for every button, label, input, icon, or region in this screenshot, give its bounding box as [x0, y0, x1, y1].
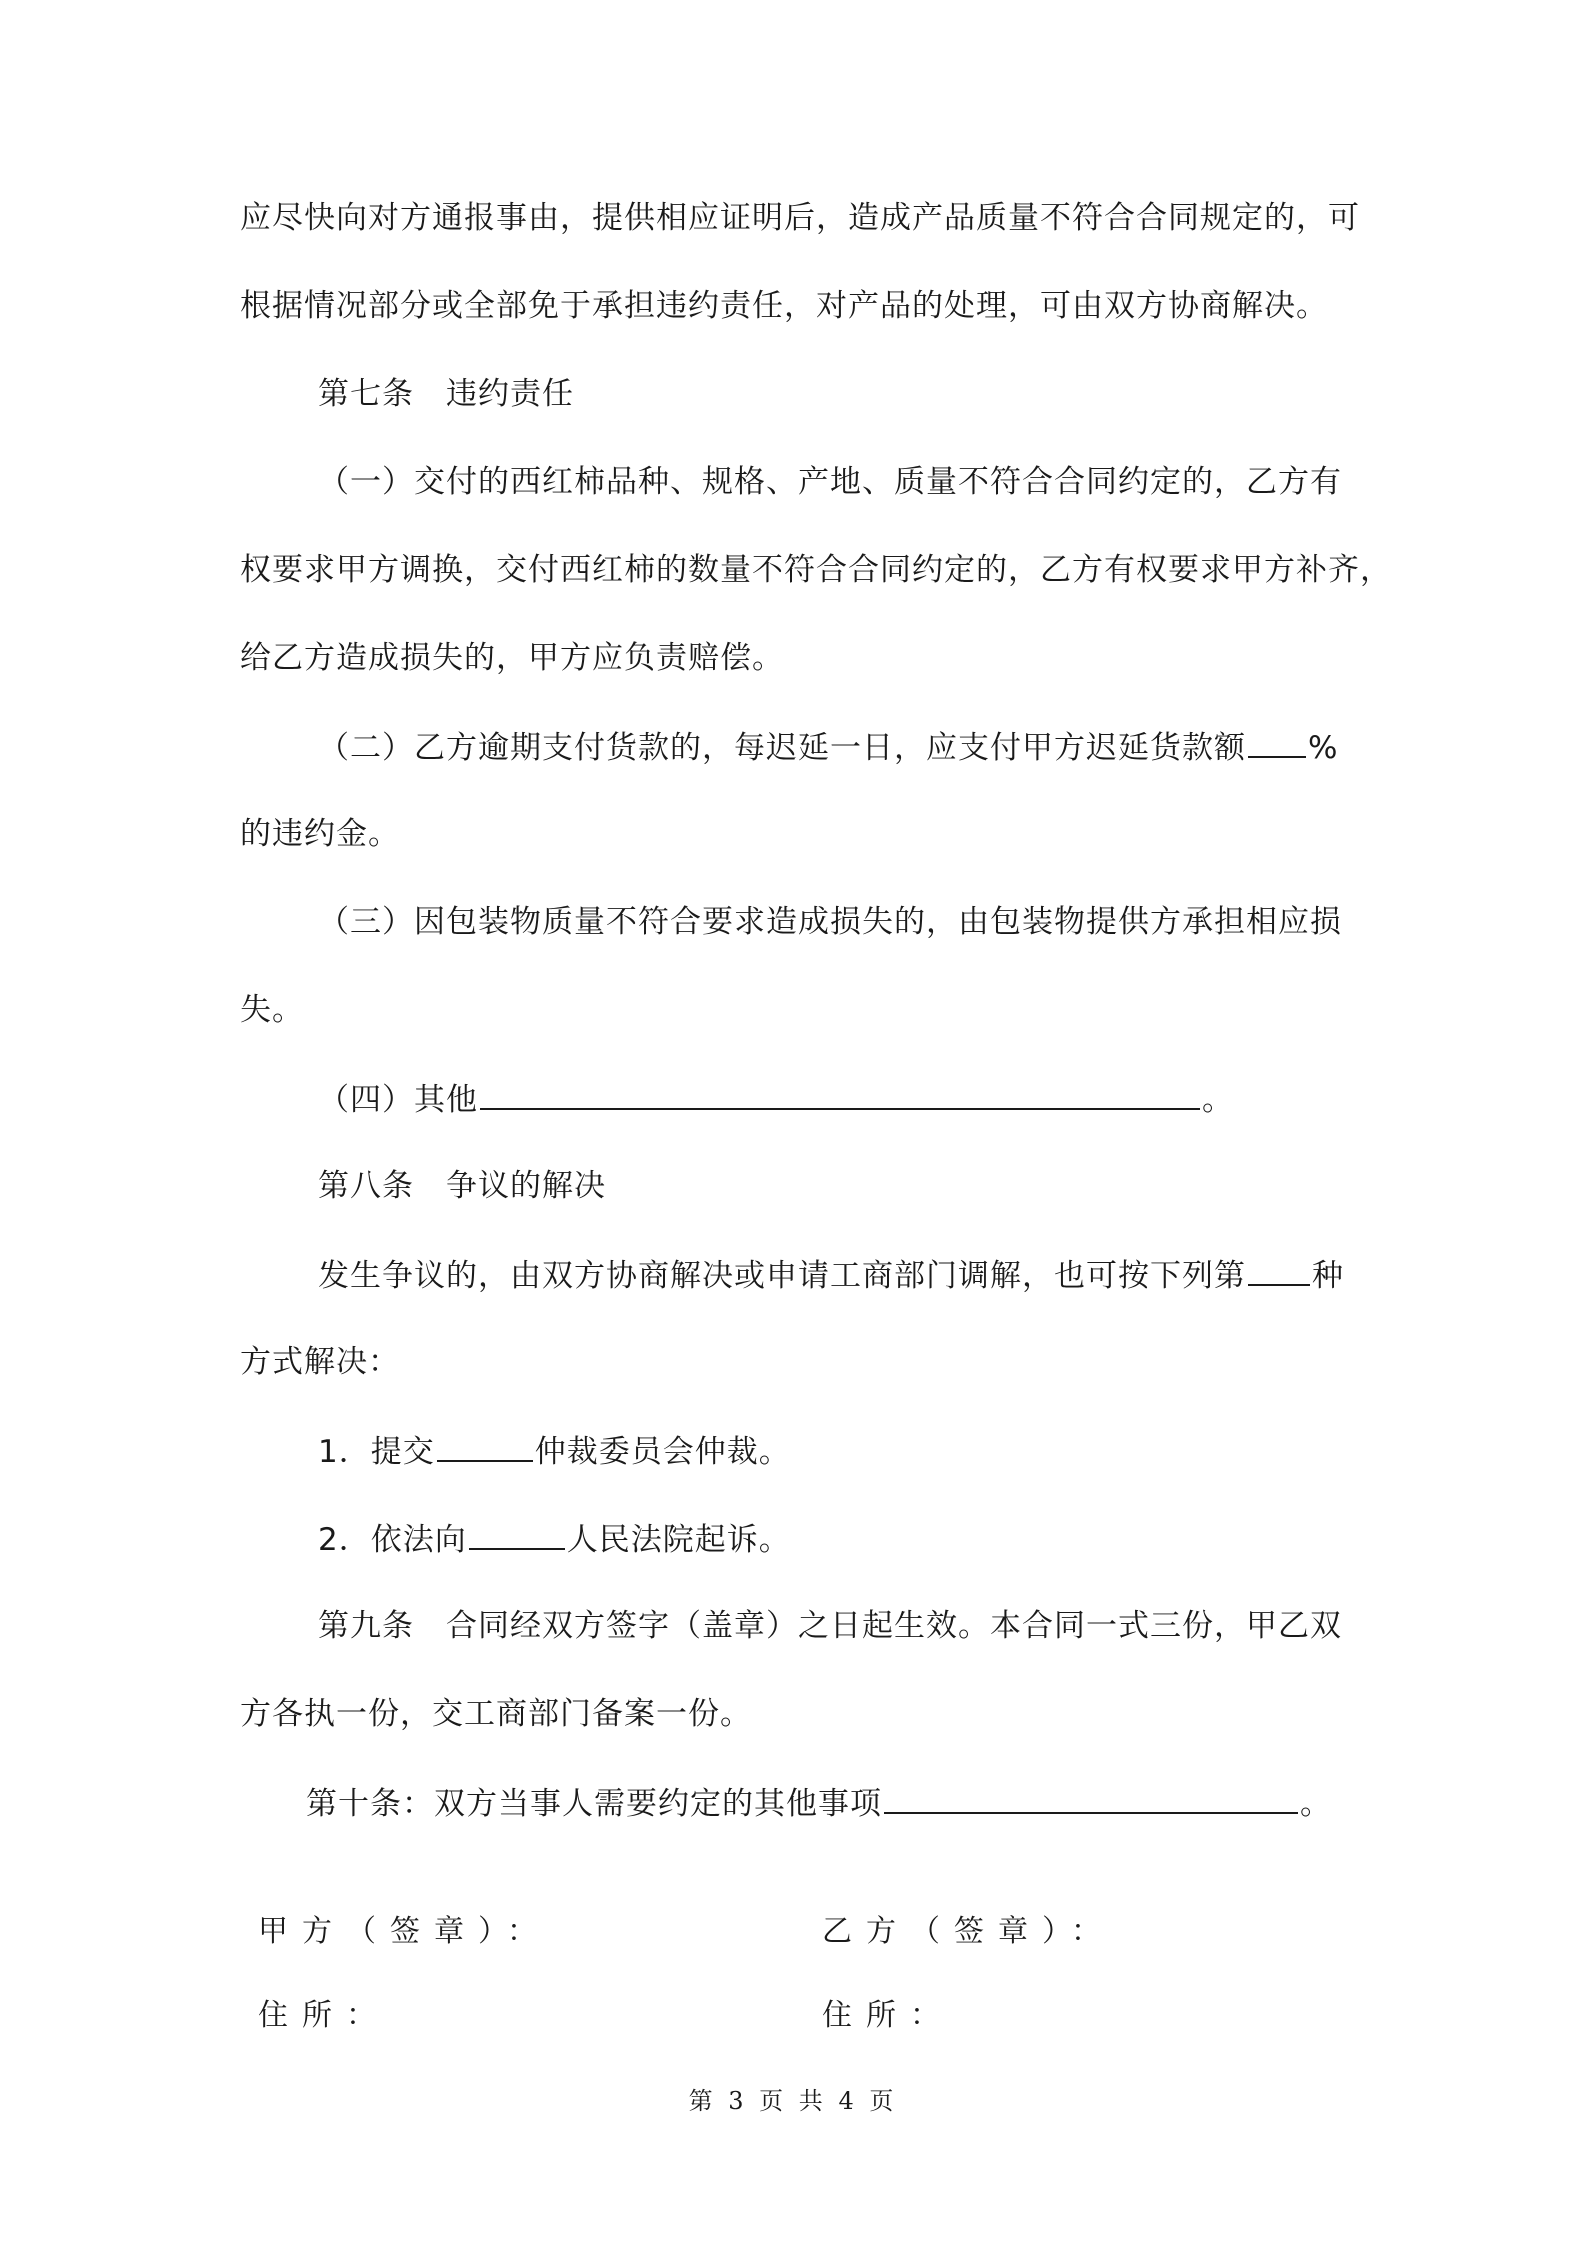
article-7-item-1-cont: 给乙方造成损失的，甲方应负责赔偿。 — [240, 640, 784, 676]
arbitration-committee-blank[interactable] — [437, 1428, 533, 1462]
article-8-text-post: 种 — [1312, 1258, 1344, 1294]
article-7-item-1-cont: 权要求甲方调换，交付西红柿的数量不符合合同约定的，乙方有权要求甲方补齐， — [240, 552, 1392, 588]
article-7-item-1: （一）交付的西红柿品种、规格、产地、质量不符合合同约定的，乙方有 — [318, 464, 1342, 500]
option-2-post: 人民法院起诉。 — [566, 1522, 791, 1558]
court-blank[interactable] — [469, 1516, 565, 1550]
other-terms-blank[interactable] — [480, 1076, 1200, 1110]
party-a-signature-label: 甲方（签章）： — [258, 1914, 551, 1949]
article-8-text — [318, 1252, 1344, 1298]
paragraph-line: 应尽快向对方通报事由，提供相应证明后，造成产品质量不符合合同规定的，可 — [240, 200, 1360, 236]
article-7-item-3: （三）因包装物质量不符合要求造成损失的，由包装物提供方承担相应损 — [318, 904, 1342, 940]
article-7-item-3-cont: 失。 — [240, 992, 304, 1028]
item-2-text: （二）乙方逾期支付货款的，每迟延一日，应支付甲方迟延货款额 — [318, 730, 1246, 766]
article-7-item-2 — [318, 724, 1338, 770]
option-1-post: 仲裁委员会仲裁。 — [534, 1434, 791, 1470]
article-8-heading: 第八条 争议的解决 — [318, 1168, 606, 1204]
penalty-rate-blank[interactable] — [1248, 724, 1306, 758]
item-4-text: （四）其他 — [318, 1082, 478, 1118]
article-7-heading: 第七条 违约责任 — [318, 376, 574, 412]
article-7-item-2-cont: 的违约金。 — [240, 816, 400, 852]
article-8-option-1 — [318, 1428, 791, 1474]
article-9: 第九条 合同经双方签字（盖章）之日起生效。本合同一式三份，甲乙双 — [318, 1608, 1342, 1644]
party-b-address-label: 住所： — [822, 1998, 954, 2033]
option-1-pre: 1．提交 — [318, 1434, 435, 1470]
percent-sign: % — [1308, 730, 1339, 766]
article-10 — [306, 1780, 1332, 1826]
article-10-text: 第十条：双方当事人需要约定的其他事项 — [306, 1786, 882, 1822]
page-number: 第 3 页 共 4 页 — [688, 2087, 898, 2115]
article-8-text-pre: 发生争议的，由双方协商解决或申请工商部门调解，也可按下列第 — [318, 1258, 1246, 1294]
option-2-pre: 2．依法向 — [318, 1522, 467, 1558]
paragraph-line: 根据情况部分或全部免于承担违约责任，对产品的处理，可由双方协商解决。 — [240, 288, 1328, 324]
other-matters-blank[interactable] — [884, 1780, 1298, 1814]
method-number-blank[interactable] — [1248, 1252, 1310, 1286]
party-b-signature-label: 乙方（签章）： — [822, 1914, 1115, 1949]
period: 。 — [1300, 1786, 1332, 1822]
article-8-text-cont: 方式解决： — [240, 1344, 400, 1380]
article-9-cont: 方各执一份，交工商部门备案一份。 — [240, 1696, 752, 1732]
article-8-option-2 — [318, 1516, 791, 1562]
period: 。 — [1202, 1082, 1234, 1118]
party-a-address-label: 住所： — [258, 1998, 390, 2033]
article-7-item-4 — [318, 1076, 1234, 1122]
